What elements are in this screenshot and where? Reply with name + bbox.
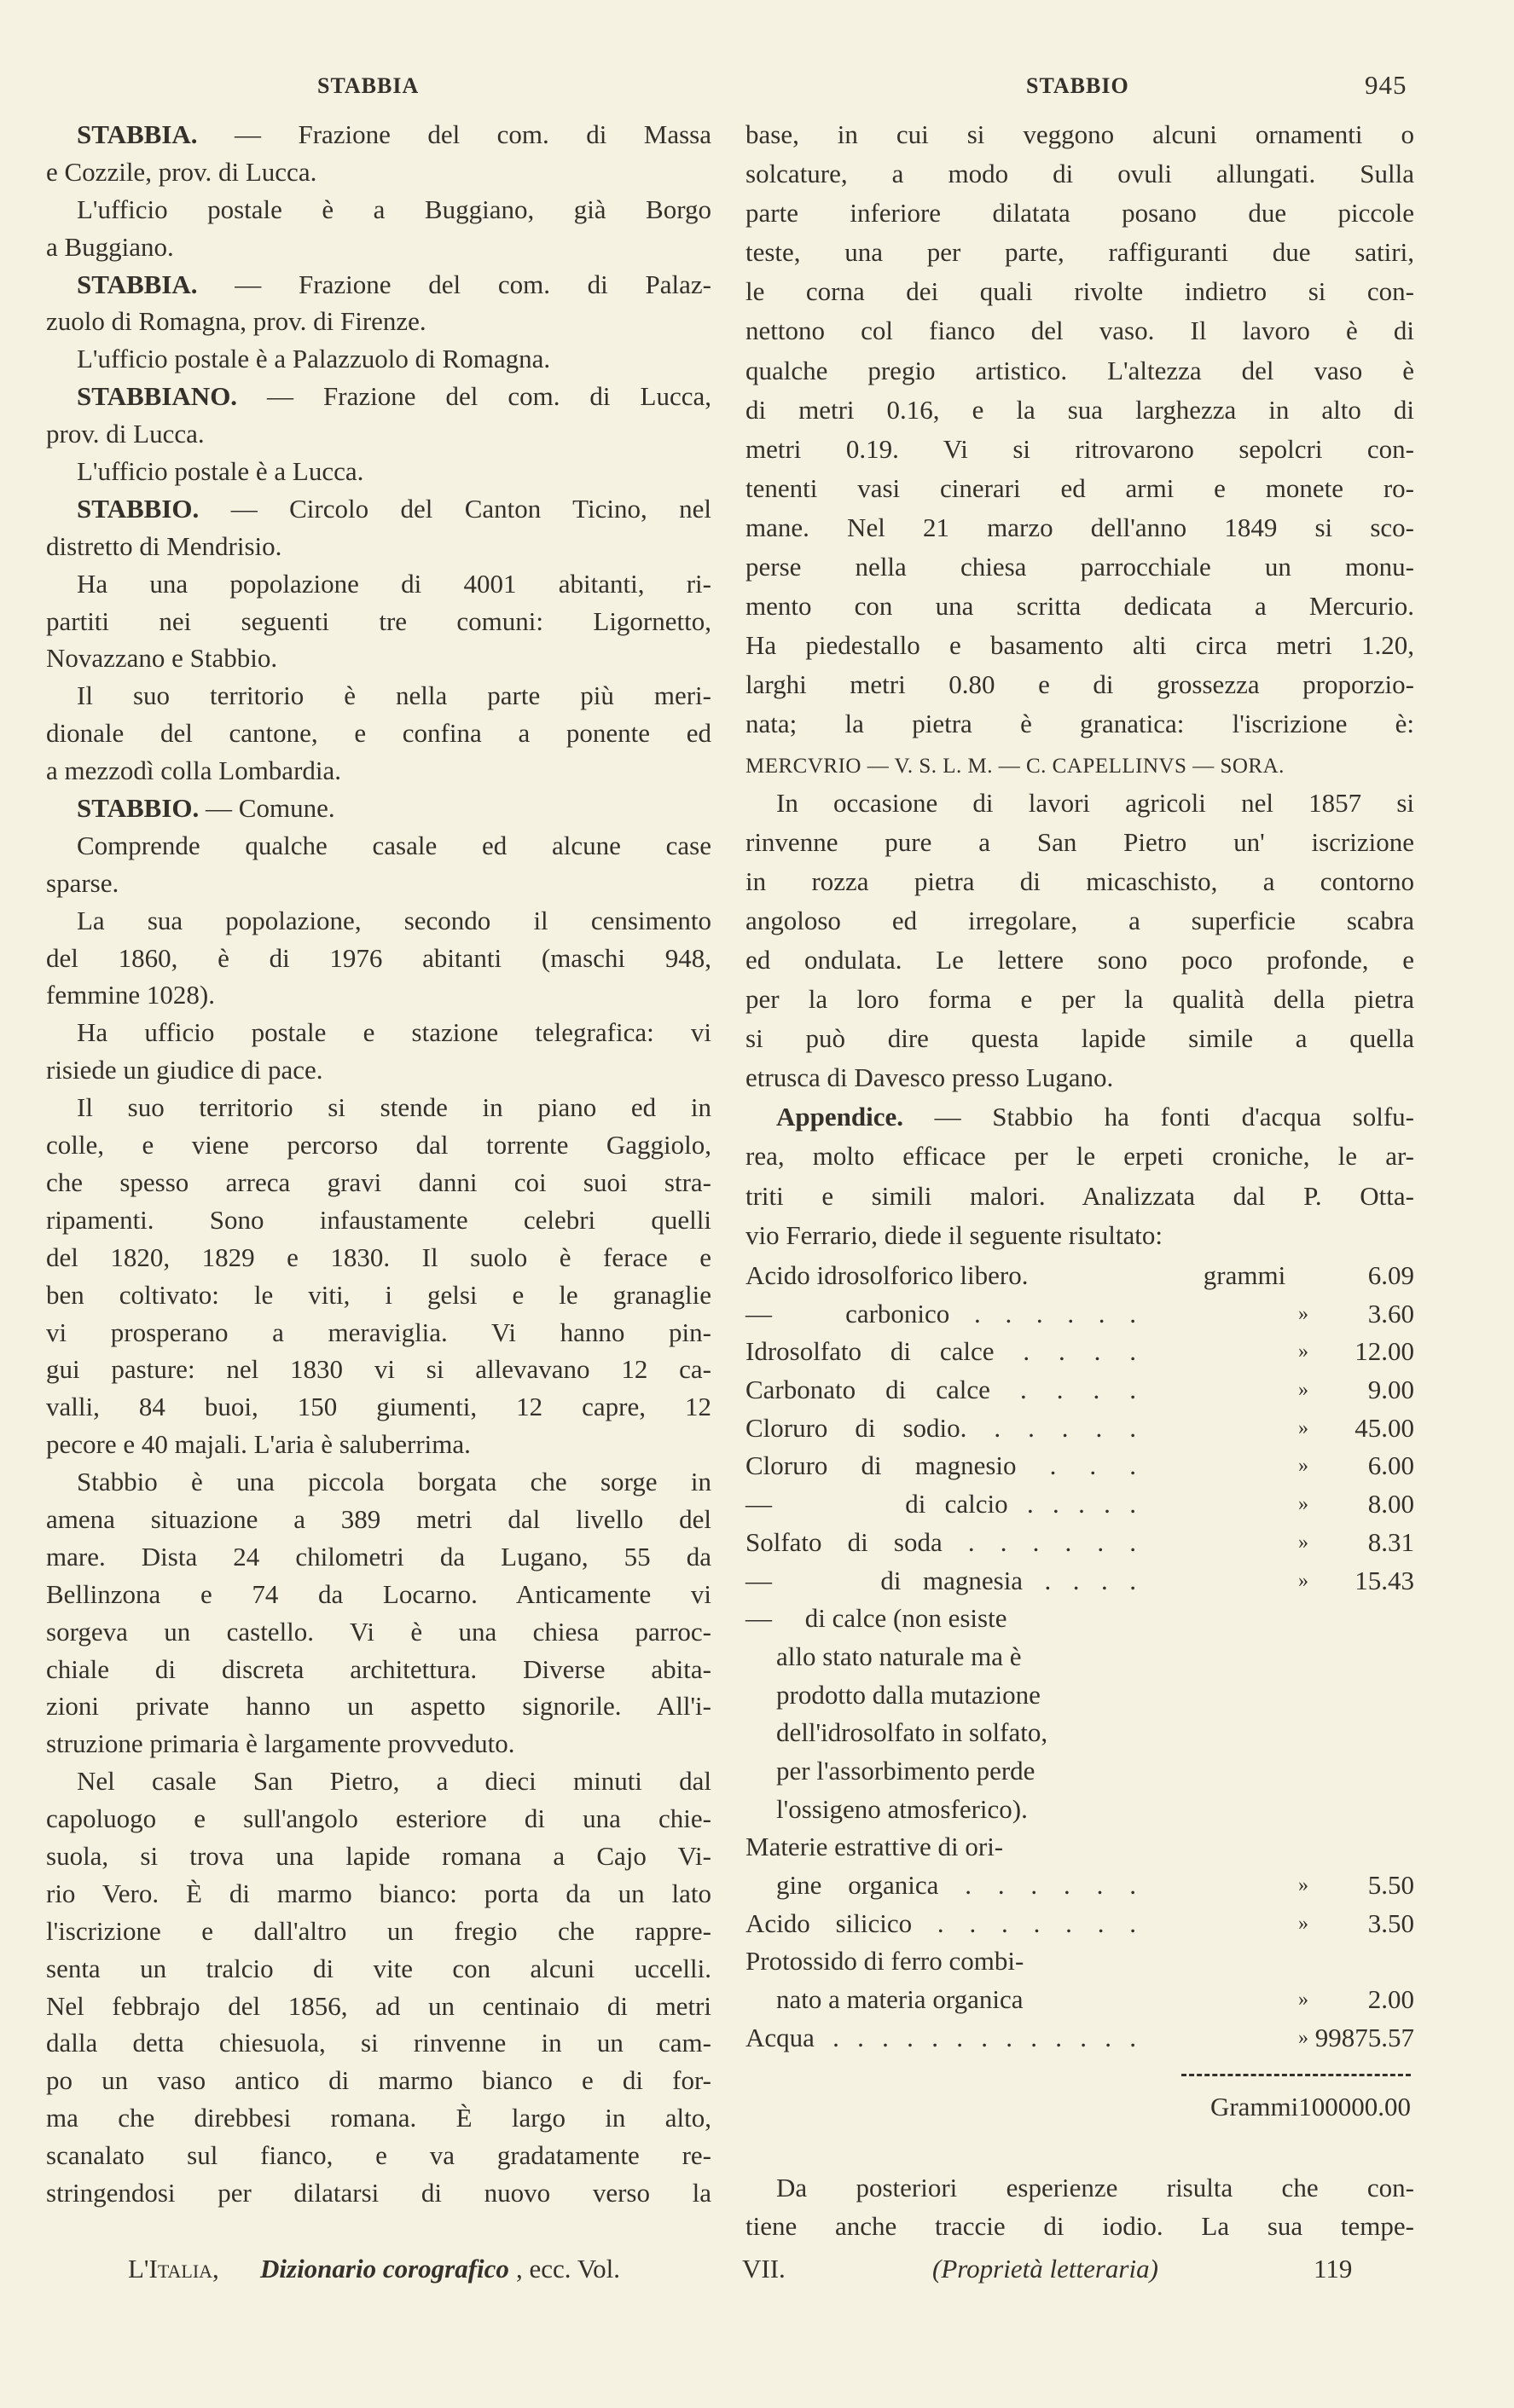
text-line: suola, si trova una lapide romana a Cajo Vi- [46,1840,711,1871]
headword: STABBIA. [77,119,198,149]
text-line: femmine 1028). [46,980,216,1010]
text-line: per la loro forma e per la qualità della pietra [745,984,1414,1015]
text-line: ed ondulata. Le lettere sono poco profonde, e [745,944,1414,975]
text-line: dalla detta chiesuola, si rinvenne in un cam- [46,2028,711,2058]
paragraph [46,340,711,378]
paragraph [46,191,711,266]
text-line: tenenti vasi cinerari ed armi e monete ro- [745,472,1414,503]
quantity-value: 5.50 [1367,1870,1414,1900]
text-line: perse nella chiesa parrocchiale un monu- [745,552,1414,582]
quantity-value: 12.00 [1354,1336,1414,1367]
text-line: metri 0.19. Vi si ritrovarono sepolcri con- [745,433,1414,464]
ditto-mark: » [1298,1302,1308,1325]
quantity-value: 45.00 [1354,1412,1414,1443]
text-line: vi prosperano a meraviglia. Vi hanno pin- [46,1317,711,1347]
text-line: ma che direbbesi romana. È largo in alto, [46,2103,711,2133]
total-value: 100000.00 [1298,2092,1411,2121]
text-line: parte inferiore dilatata posano due piccole [745,198,1414,229]
text-line: stringendosi per dilatarsi di nuovo verso la [46,2177,711,2208]
table-row [745,1600,1414,1638]
quantity-value: 9.00 [1367,1375,1414,1405]
headword: STABBIO. [77,793,200,824]
text-line [46,266,711,304]
paragraph [46,827,711,902]
substance-label: Idrosolfato di calce . . . . [745,1336,1136,1367]
text-line: colle, e viene percorso dal torrente Gaggiolo, [46,1130,711,1161]
sum-rule [1181,2074,1411,2076]
paragraph [46,1763,711,2212]
entry-text: — Frazione del com. di Palaz- [197,269,711,299]
paragraph [46,490,711,565]
table-row [745,1752,1414,1791]
table-row [745,1524,1414,1562]
page-number: 945 [1365,70,1407,100]
text-line: Nel febbrajo del 1856, ad un centinaio di metri [46,1990,711,2021]
text-line: nata; la pietra è granatica: l'iscrizione è: [745,709,1414,739]
entry-text: — Frazione del com. di Massa [197,119,711,149]
entry-text: — Comune. [199,793,335,824]
text-line: triti e simili malori. Analizzata dal P. Otta- [745,1180,1414,1211]
table-row [745,1638,1414,1676]
text-line: L'ufficio postale è a Buggiano, già Borgo [77,194,711,224]
text-line: zuolo di Romagna, prov. di Firenze. [46,306,426,337]
substance-label: gine organica . . . . . . [776,1870,1136,1900]
text-line: di metri 0.16, e la sua larghezza in alto di [745,394,1414,425]
paragraph [46,266,711,341]
text-line: mare. Dista 24 chilometri da Lugano, 55 da [46,1541,711,1572]
table-row [745,1371,1414,1409]
text-line: che spesso arreca gravi danni coi suoi stra- [46,1166,711,1197]
paragraph [46,1014,711,1089]
total-label: Grammi [1209,2092,1299,2121]
text-line: capoluogo e sull'angolo esteriore di una chie- [46,1803,711,1834]
paragraph [46,677,711,790]
text-line: in rozza pietra di micaschisto, a contorno [745,865,1414,896]
quantity-value: 3.50 [1367,1907,1414,1938]
text-line: etrusca di Davesco presso Lugano. [745,1062,1114,1093]
text-line: scanalato sul fianco, e va gradatamente re- [46,2140,711,2171]
analysis-table [745,1257,1414,2057]
text-line: l'iscrizione e dall'altro un fregio che rappre- [46,1915,711,1946]
text-line [46,790,711,827]
text-line: Ha piedestallo e basamento alti circa metri 1.20, [745,630,1414,661]
ditto-mark: » [1298,1416,1308,1439]
substance-label: Protossido di ferro combi- [745,1946,1024,1977]
substance-label: Acqua . . . . . . . . . . . . . [745,2022,1136,2052]
text-line: zioni private hanno un aspetto signorile. All'i- [46,1691,711,1722]
text-line: solcature, a modo di ovuli allungati. Sulla [745,159,1414,189]
quantity-value: 8.31 [1367,1526,1414,1557]
text-line: del 1820, 1829 e 1830. Il suolo è ferace e [46,1242,711,1272]
substance-label: dell'idrosolfato in solfato, [776,1717,1048,1748]
footer-volume: VII. [742,2254,786,2284]
paragraph [46,790,711,827]
text-line: rinvenne pure a San Pietro un' iscrizione [745,826,1414,857]
text-line: risiede un giudice di pace. [46,1055,323,1085]
text-line: La sua popolazione, secondo il censimento [77,905,711,935]
paragraph [745,1097,1414,1254]
ditto-mark: » [1298,1874,1308,1896]
substance-label: Acido idrosolforico libero. [745,1260,1029,1290]
text-line: senta un tralcio di vite con alcuni uccelli. [46,1953,711,1983]
substance-label: Carbonato di calce . . . . [745,1375,1136,1405]
text-line: Novazzano e Stabbio. [46,643,278,674]
ditto-mark: » [1298,1455,1308,1478]
text-line: teste, una per parte, raffiguranti due satiri, [745,237,1414,268]
text-line: ripamenti. Sono infaustamente celebri quelli [46,1204,711,1235]
text-line: mento con una scritta dedicata a Mercurio. [745,591,1414,622]
paragraph [745,115,1414,784]
text-line [46,378,711,415]
substance-label: allo stato naturale ma è [776,1641,1022,1671]
text-line: gui pasture: nel 1830 vi si allevavano 12 ca- [46,1354,711,1385]
text-line: distretto di Mendrisio. [46,530,282,561]
analysis-total [1210,2092,1411,2122]
text-line: rea, molto efficace per le erpeti croniche, le ar- [745,1141,1414,1172]
text-line: sorgeva un castello. Vi è una chiesa parroc- [46,1616,711,1647]
text-line: e Cozzile, prov. di Lucca. [46,156,317,187]
substance-label: prodotto dalla mutazione [776,1679,1041,1710]
entry-text: — Circolo del Canton Ticino, nel [199,493,711,524]
inscription: MERCVRIO — V. S. L. M. — C. CAPELLINVS — SORA. [745,754,1285,778]
text-line: Da posteriori esperienze risulta che con- [776,2173,1414,2203]
text-line: L'ufficio postale è a Lucca. [77,456,364,487]
text-line [745,1097,1414,1137]
quantity-value: 8.00 [1367,1489,1414,1519]
substance-label: l'ossigeno atmosferico). [776,1793,1028,1824]
substance-label: Cloruro di sodio. . . . . . [745,1412,1136,1443]
table-row [745,1942,1414,1981]
substance-label: — di calcio . . . . . [745,1489,1136,1519]
table-row [745,1676,1414,1715]
text-line: Ha una popolazione di 4001 abitanti, ri- [77,568,711,599]
quantity-value: 6.09 [1367,1260,1414,1290]
text-line: chiale di discreta architettura. Diverse abita- [46,1653,711,1684]
text-line: larghi metri 0.80 e di grossezza proporzio- [745,669,1414,700]
text-line: tiene anche traccie di iodio. La sua tempe- [745,2211,1414,2241]
text-line: nettono col fianco del vaso. Il lavoro è di [745,315,1414,346]
text-line: qualche pregio artistico. L'altezza del vaso è [745,355,1414,385]
substance-label: Acido silicico . . . . . . . [745,1907,1136,1938]
footer-rest: , ecc. Vol. [516,2254,620,2284]
paragraph [46,565,711,678]
ditto-mark: » [1298,1493,1308,1516]
text-line: le corna dei quali rivolte indietro si con- [745,276,1414,307]
table-row [745,1295,1414,1334]
text-line: a Buggiano. [46,231,174,262]
paragraph [46,453,711,490]
text-line: Nel casale San Pietro, a dieci minuti dal [77,1766,711,1797]
ditto-mark: » [1298,1340,1308,1363]
substance-label: Cloruro di magnesio . . . [745,1450,1136,1481]
ditto-mark: » [1298,1988,1308,2011]
text-line: vio Ferrario, diede il seguente risultato: [745,1219,1163,1250]
paragraph [46,378,711,453]
quantity-value: 99875.57 [1314,2022,1414,2052]
text-line: partiti nei seguenti tre comuni: Ligornetto, [46,605,711,636]
table-row [745,1562,1414,1601]
text-line [46,116,711,153]
text-line: si può dire questa lapide simile a quella [745,1023,1414,1054]
table-row [745,1905,1414,1943]
table-row [745,1257,1414,1295]
substance-label: Solfato di soda . . . . . . [745,1526,1136,1557]
footer-publisher: L'Italia, [128,2254,219,2284]
unit-label: grammi [1203,1260,1286,1290]
footer-rights: (Proprietà letteraria) [932,2254,1158,2284]
text-line: base, in cui si veggono alcuni ornamenti o [745,119,1414,149]
substance-label: — di magnesia . . . . [745,1565,1136,1595]
text-line: Il suo territorio si stende in piano ed in [77,1092,711,1123]
table-row [745,1447,1414,1485]
ditto-mark: » [1298,1912,1308,1935]
quantity-value: 2.00 [1367,1984,1414,2015]
text-line: Il suo territorio è nella parte più meri- [77,680,711,711]
table-row [745,1828,1414,1867]
headword: STABBIA. [77,269,198,299]
text-line: dionale del cantone, e confina a ponente ed [46,718,711,749]
entry-text: — Stabbio ha fonti d'acqua solfu- [903,1102,1414,1132]
substance-label: nato a materia organica [776,1984,1024,2015]
text-line: Stabbio è una piccola borgata che sorge in [77,1467,711,1497]
footer-title: Dizionario corografico [260,2254,509,2284]
running-head-right: STABBIO [1026,73,1129,98]
page-footer [0,2254,1514,2293]
table-row [745,1485,1414,1524]
text-line: In occasione di lavori agricoli nel 1857 si [776,787,1414,818]
paragraph [46,1089,711,1463]
table-row [745,1981,1414,2019]
table-row [745,1333,1414,1371]
text-line: struzione primaria è largamente provveduto. [46,1728,515,1759]
text-line: Comprende qualche casale ed alcune case [77,830,711,860]
closing-paragraph [745,2168,1414,2245]
ditto-mark: » [1298,1569,1308,1592]
entry-text: — Frazione del com. di Lucca, [237,381,711,412]
text-line: po un vaso antico di marmo bianco e di for- [46,2065,711,2096]
text-line: Bellinzona e 74 da Locarno. Anticamente vi [46,1578,711,1609]
quantity-value: 6.00 [1367,1450,1414,1481]
quantity-value: 15.43 [1354,1565,1414,1595]
text-line: a mezzodì colla Lombardia. [46,755,342,786]
substance-label: per l'assorbimento perde [776,1755,1035,1786]
table-row [745,1867,1414,1905]
table-row [745,1409,1414,1448]
text-line: amena situazione a 389 metri dal livello del [46,1503,711,1534]
text-line: valli, 84 buoi, 150 giumenti, 12 capre, 12 [46,1392,711,1422]
substance-label: — carbonico . . . . . . [745,1298,1136,1328]
table-row [745,1791,1414,1829]
table-row [745,2019,1414,2058]
ditto-mark: » [1298,1531,1308,1554]
text-line [745,744,1414,784]
text-line: ben coltivato: le viti, i gelsi e le granaglie [46,1279,711,1310]
footer-sheet-number: 119 [1314,2254,1353,2284]
text-line: angoloso ed irregolare, a superficie scabra [745,905,1414,935]
ditto-mark: » [1298,1379,1308,1402]
table-row [745,1714,1414,1752]
running-head-left: STABBIA [317,73,420,98]
paragraph [46,1463,711,1763]
right-column [745,115,1414,1255]
text-line: pecore e 40 majali. L'aria è saluberrima. [46,1429,471,1460]
paragraph [46,902,711,1015]
paragraph [745,2168,1414,2245]
headword: Appendice. [776,1102,903,1132]
headword: STABBIO. [77,493,200,524]
substance-label: Materie estrattive di ori- [745,1832,1004,1862]
text-line: sparse. [46,867,119,898]
text-line: del 1860, è di 1976 abitanti (maschi 948, [46,942,711,973]
text-line: Ha ufficio postale e stazione telegrafica: vi [77,1017,711,1048]
text-line: L'ufficio postale è a Palazzuolo di Romagna. [77,344,551,374]
paragraph [745,784,1414,1098]
headword: STABBIANO. [77,381,238,412]
text-line: prov. di Lucca. [46,419,205,449]
text-line: mane. Nel 21 marzo dell'anno 1849 si sco- [745,512,1414,542]
text-line: rio Vero. È di marmo bianco: porta da un lato [46,1878,711,1908]
paragraph [46,116,711,191]
quantity-value: 3.60 [1367,1298,1414,1328]
substance-label: — di calce (non esiste [745,1603,1007,1634]
left-column [46,116,711,2212]
ditto-mark: » [1298,2026,1308,2049]
text-line [46,490,711,528]
